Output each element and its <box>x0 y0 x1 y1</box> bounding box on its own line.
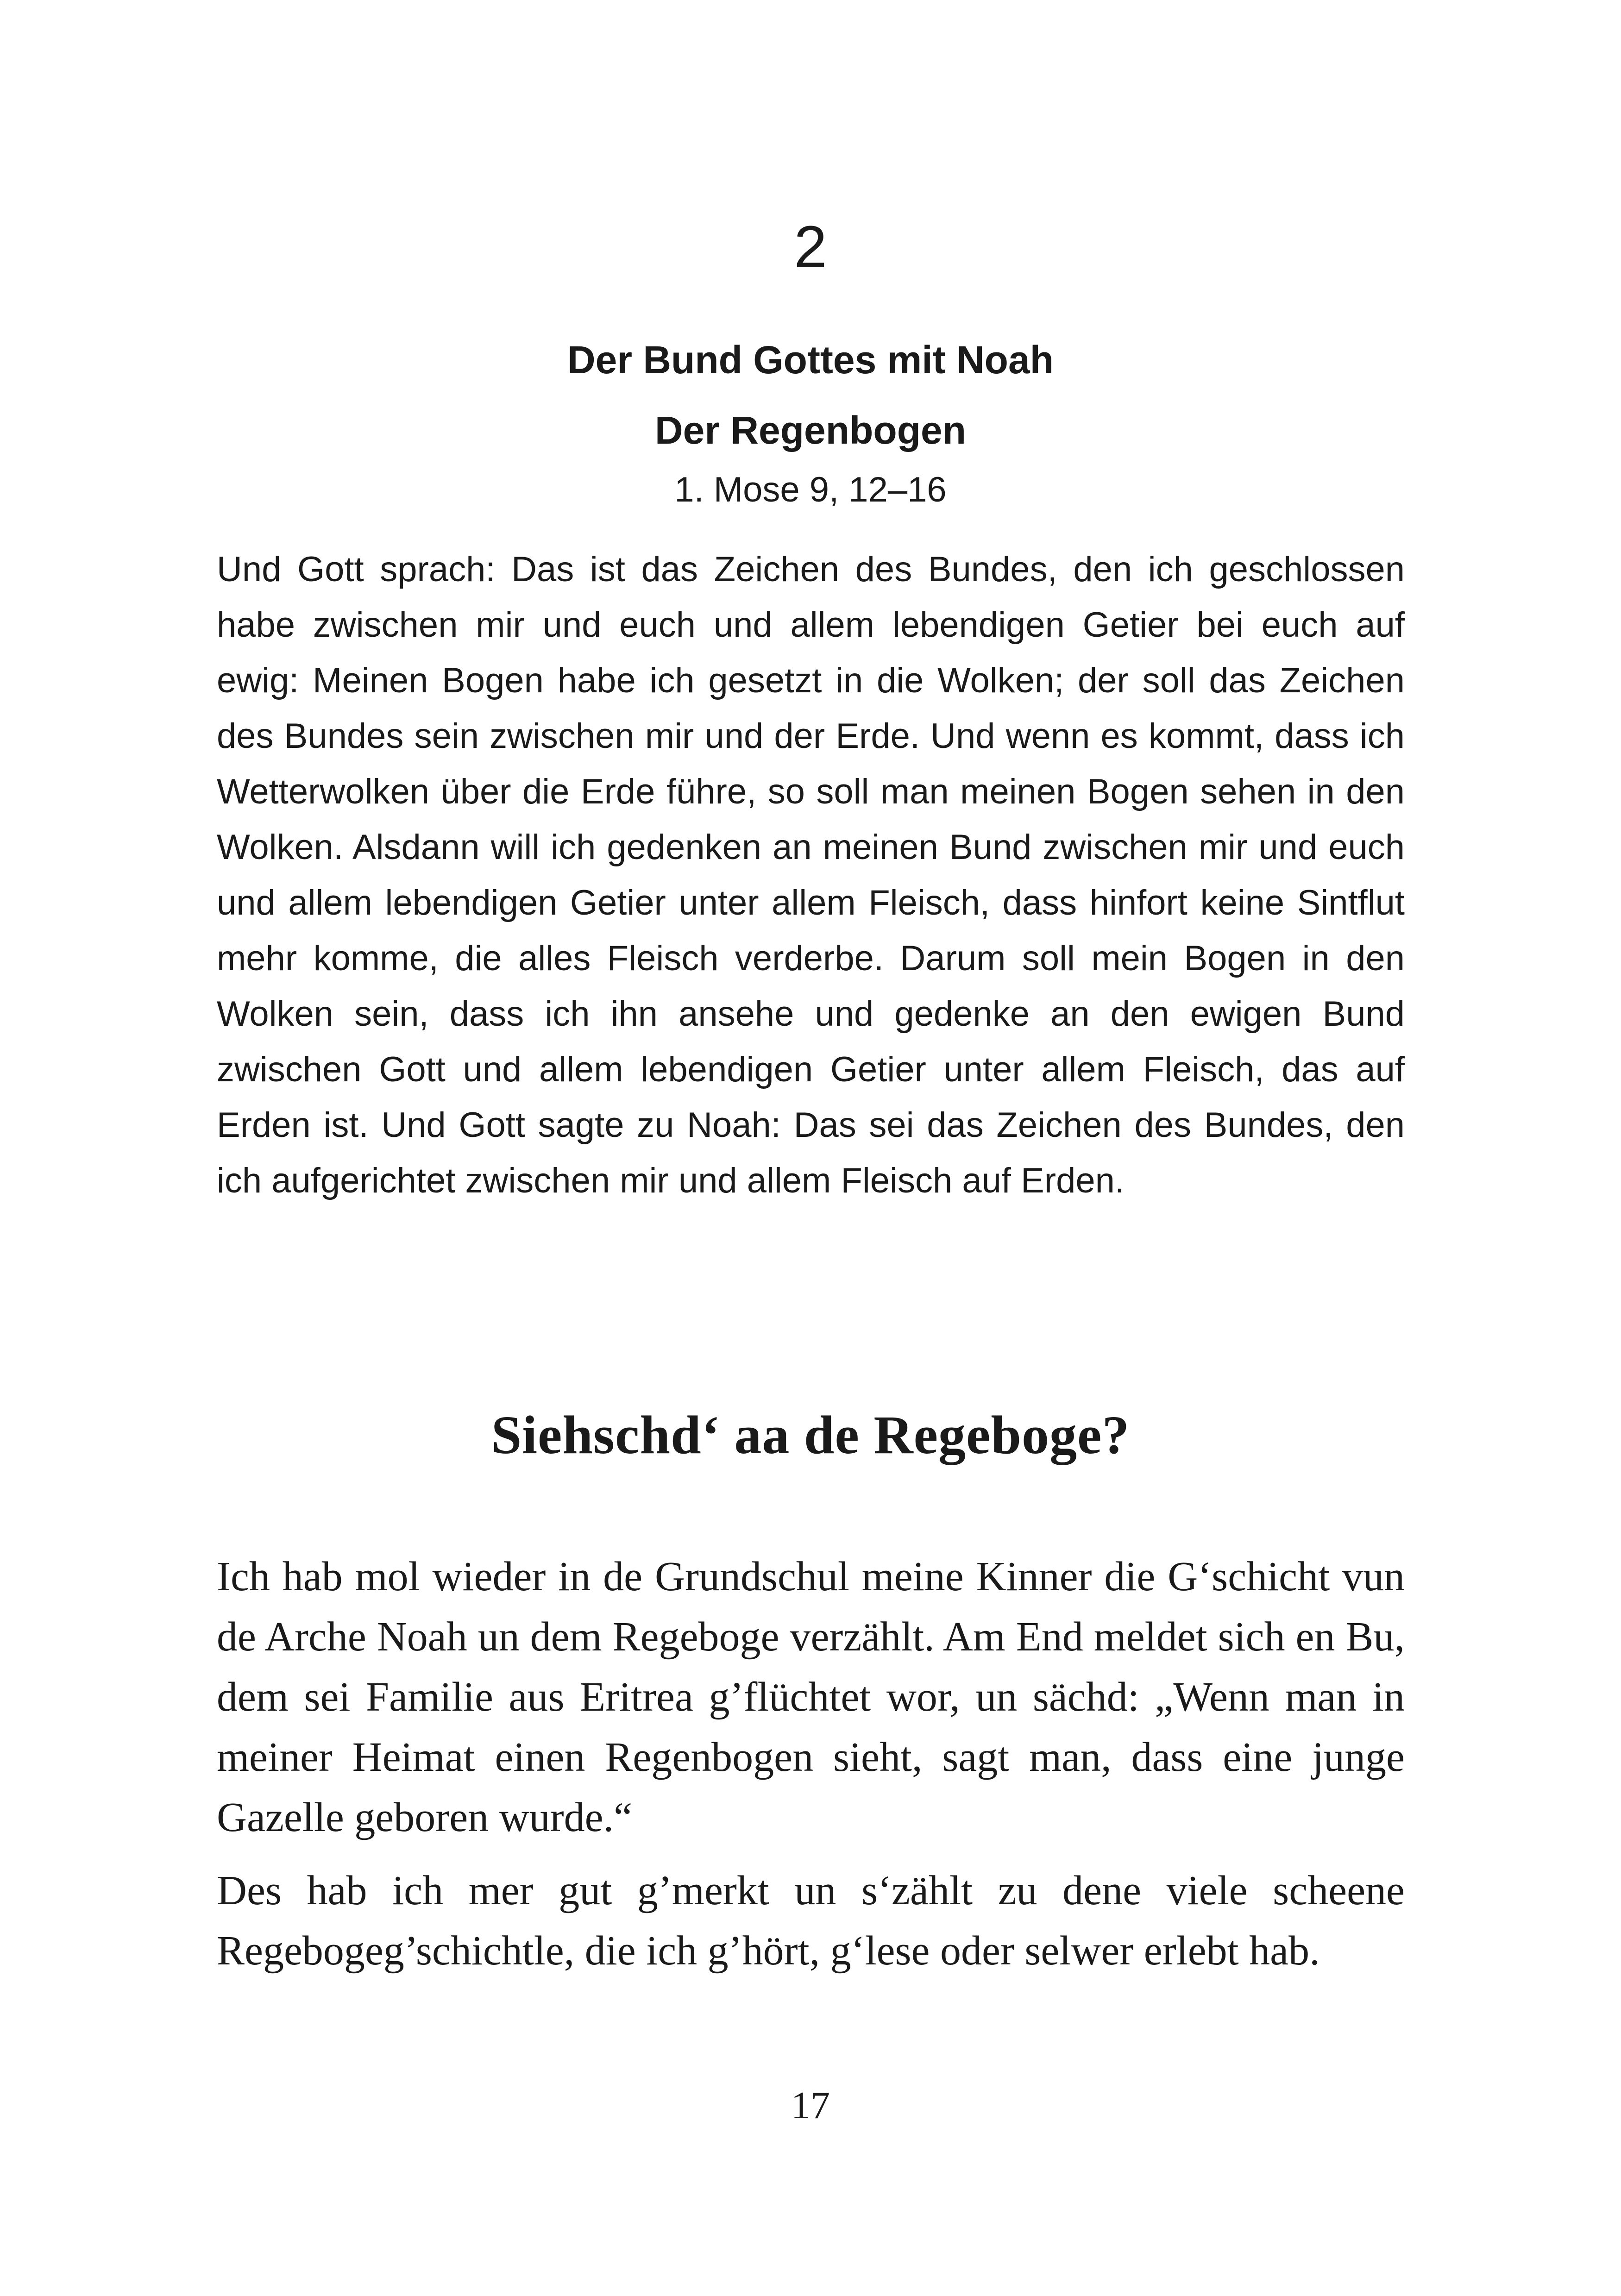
page-number: 17 <box>791 2084 830 2127</box>
chapter-title: Der Bund Gottes mit Noah <box>567 338 1054 382</box>
story-paragraph: Des hab ich mer gut g’merkt un s‘zählt zu dene viele scheene Regebogeg’schichtle, die ich g’hört, g‘lese oder selwer erlebt hab. <box>217 1868 1405 1974</box>
chapter-subtitle: Der Regenbogen <box>654 408 967 452</box>
story-body <box>217 1547 1405 1994</box>
chapter-number: 2 <box>794 214 827 280</box>
story-heading: Siehschd‘ aa de Regeboge? <box>491 1405 1130 1465</box>
scripture-passage: Und Gott sprach: Das ist das Zeichen des Bundes, den ich geschlossen habe zwischen mir und euch und allem lebendigen Getier bei euch auf ewig: Meinen Bogen habe ich gesetzt in die Wolken; der soll das Zeichen des Bundes sein zwischen mir und der Erde. Und wenn es kommt, dass ich Wetterwolken über die Erde führe, so soll man meinen Bogen sehen in den Wolken. Alsdann will ich gedenken an meinen Bund zwischen mir und euch und allem lebendigen Getier unter allem Fleisch, dass hinfort keine Sintflut mehr komme, die alles Fleisch verderbe. Darum soll mein Bogen in den Wolken sein, dass ich ihn ansehe und gedenke an den ewigen Bund zwischen Gott und allem lebendigen Getier unter allem Fleisch, das auf Erden ist. Und Gott sagte zu Noah: Das sei das Zeichen des Bundes, den ich aufgerichtet zwischen mir und allem Fleisch auf Erden. <box>217 550 1405 1200</box>
bible-reference: 1. Mose 9, 12–16 <box>674 470 947 509</box>
story-paragraph: Ich hab mol wieder in de Grundschul meine Kinner die G‘schicht vun de Arche Noah un dem Regeboge verzählt. Am End meldet sich en Bu, dem sei Familie aus Eritrea g’flüchtet wor, un sächd: „Wenn man in meiner Heimat einen Regenbogen sieht, sagt man, dass eine junge Gazelle geboren wurde.“ <box>217 1554 1405 1840</box>
